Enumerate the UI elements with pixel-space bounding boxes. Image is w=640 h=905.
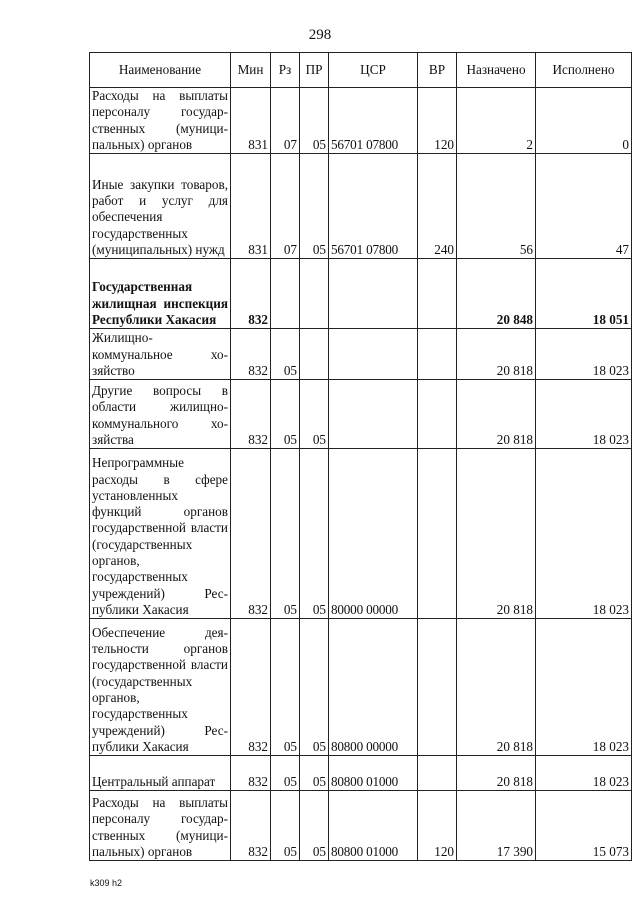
- header-name: Наименование: [90, 53, 231, 88]
- header-vr: ВР: [418, 53, 457, 88]
- row-name: Расходы на выплаты персоналу государственных (муниципальных) органов: [90, 88, 231, 154]
- row-min: 832: [231, 380, 271, 449]
- row-min: 831: [231, 154, 271, 259]
- row-name: Государственная жилищная инспекция Республики Хакасия: [90, 259, 231, 329]
- row-pr: 05: [300, 154, 329, 259]
- row-name: Расходы на выплаты персоналу государственных (муниципальных) органов: [90, 791, 231, 861]
- row-min: 832: [231, 619, 271, 756]
- row-pr: 05: [300, 88, 329, 154]
- row-executed: 18 023: [536, 329, 632, 380]
- table-row: [90, 449, 632, 619]
- row-executed: 18 023: [536, 619, 632, 756]
- row-csr: 80800 01000: [329, 756, 418, 791]
- table-row: [90, 791, 632, 861]
- row-vr: [418, 380, 457, 449]
- row-min: 831: [231, 88, 271, 154]
- row-executed: 18 023: [536, 380, 632, 449]
- table-body: [90, 88, 632, 861]
- footer-code: k309 h2: [90, 878, 123, 888]
- row-min: 832: [231, 329, 271, 380]
- header-csr: ЦСР: [329, 53, 418, 88]
- row-pr: 05: [300, 380, 329, 449]
- row-vr: [418, 756, 457, 791]
- row-min: 832: [231, 756, 271, 791]
- row-name: Иные закупки товаров, работ и услуг для обеспечения государственных (муниципальных) нужд: [90, 154, 231, 259]
- row-name: Жилищно-коммунальное хозяйство: [90, 329, 231, 380]
- row-rz: 05: [271, 380, 300, 449]
- row-pr: 05: [300, 756, 329, 791]
- row-assigned: 20 818: [457, 619, 536, 756]
- row-min: 832: [231, 259, 271, 329]
- row-vr: 120: [418, 88, 457, 154]
- page-number: 298: [308, 27, 332, 43]
- row-executed: 18 051: [536, 259, 632, 329]
- row-rz: [271, 259, 300, 329]
- row-csr: 80800 00000: [329, 619, 418, 756]
- table-row: [90, 619, 632, 756]
- row-assigned: 56: [457, 154, 536, 259]
- table-row: [90, 88, 632, 154]
- row-assigned: 20 818: [457, 380, 536, 449]
- row-csr: [329, 380, 418, 449]
- table-row: [90, 329, 632, 380]
- row-csr: 80800 01000: [329, 791, 418, 861]
- header-rz: Рз: [271, 53, 300, 88]
- row-name: Обеспечение деятельности органов государственной власти (государственных органов, государственных учреждений) Республики Хакасия: [90, 619, 231, 756]
- row-vr: 120: [418, 791, 457, 861]
- row-name: Другие вопросы в области жилищно-коммунального хозяйства: [90, 380, 231, 449]
- row-pr: 05: [300, 449, 329, 619]
- row-assigned: 20 818: [457, 756, 536, 791]
- row-executed: 47: [536, 154, 632, 259]
- row-assigned: 20 818: [457, 449, 536, 619]
- row-assigned: 20 848: [457, 259, 536, 329]
- row-vr: [418, 619, 457, 756]
- header-assigned: Назначено: [457, 53, 536, 88]
- row-min: 832: [231, 791, 271, 861]
- row-vr: 240: [418, 154, 457, 259]
- row-rz: 07: [271, 154, 300, 259]
- header-row: [90, 53, 632, 88]
- table-row: [90, 154, 632, 259]
- row-csr: 56701 07800: [329, 88, 418, 154]
- table-row: [90, 756, 632, 791]
- row-executed: 15 073: [536, 791, 632, 861]
- row-rz: 05: [271, 449, 300, 619]
- row-name: Центральный аппарат: [90, 756, 231, 791]
- row-rz: 05: [271, 756, 300, 791]
- row-executed: 18 023: [536, 756, 632, 791]
- header-pr: ПР: [300, 53, 329, 88]
- row-pr: 05: [300, 791, 329, 861]
- row-min: 832: [231, 449, 271, 619]
- row-pr: [300, 259, 329, 329]
- budget-table: [89, 52, 632, 861]
- row-name: Непрограммные расходы в сфере установленных функций органов государственной власти (государственных органов, государственных учреждений) Республики Хакасия: [90, 449, 231, 619]
- row-rz: 05: [271, 329, 300, 380]
- row-rz: 05: [271, 791, 300, 861]
- table-row: [90, 380, 632, 449]
- row-pr: 05: [300, 619, 329, 756]
- row-csr: 80000 00000: [329, 449, 418, 619]
- row-vr: [418, 329, 457, 380]
- row-rz: 05: [271, 619, 300, 756]
- row-vr: [418, 259, 457, 329]
- row-assigned: 17 390: [457, 791, 536, 861]
- row-csr: [329, 259, 418, 329]
- row-executed: 18 023: [536, 449, 632, 619]
- row-rz: 07: [271, 88, 300, 154]
- header-min: Мин: [231, 53, 271, 88]
- row-assigned: 20 818: [457, 329, 536, 380]
- row-vr: [418, 449, 457, 619]
- row-csr: [329, 329, 418, 380]
- table-row: [90, 259, 632, 329]
- row-csr: 56701 07800: [329, 154, 418, 259]
- row-pr: [300, 329, 329, 380]
- header-executed: Исполнено: [536, 53, 632, 88]
- row-assigned: 2: [457, 88, 536, 154]
- row-executed: 0: [536, 88, 632, 154]
